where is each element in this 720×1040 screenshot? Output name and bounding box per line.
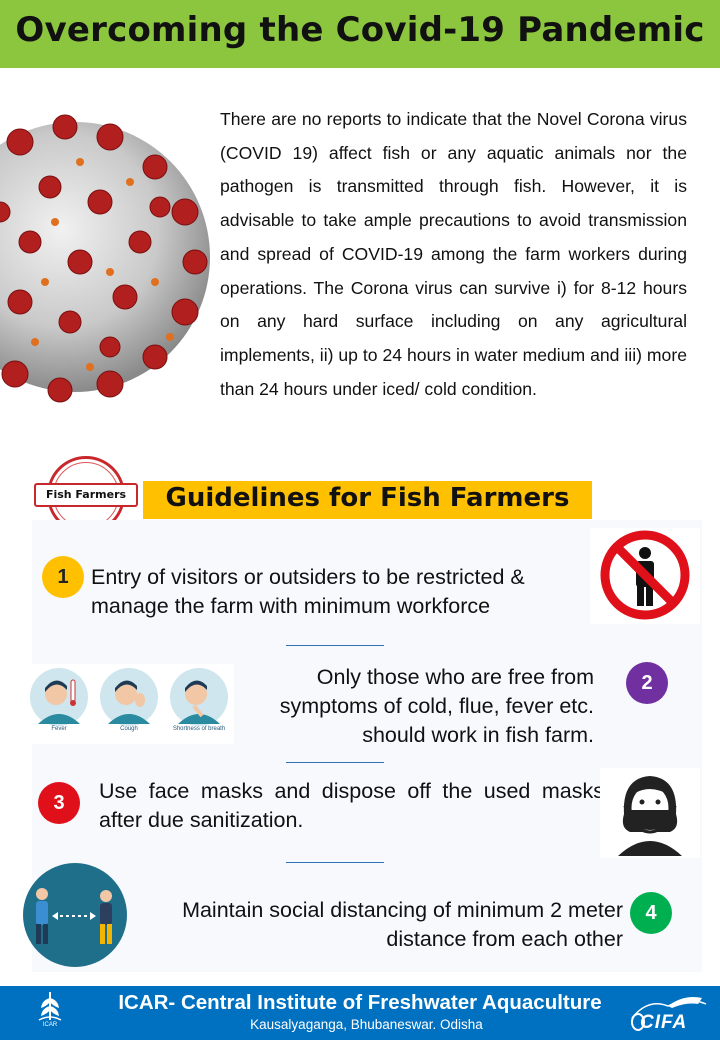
header-bar bbox=[0, 0, 720, 68]
icar-logo-text: ICAR bbox=[42, 1022, 58, 1028]
guideline-number-2: 2 bbox=[626, 662, 668, 704]
no-entry-person-icon bbox=[590, 528, 700, 624]
guideline-text-4: Maintain social distancing of minimum 2 meter distance from each other bbox=[182, 898, 623, 951]
guideline-text-2: Only those who are free from symptoms of cold, flue, fever etc. should work in fish farm. bbox=[279, 665, 594, 747]
footer-subtitle: Kausalyaganga, Bhubaneswar. Odisha bbox=[250, 1017, 483, 1032]
symptoms-illustration bbox=[24, 664, 234, 744]
symptom-label-breath: Shortness of breath bbox=[172, 726, 226, 732]
footer-bar bbox=[0, 986, 720, 1040]
page-title: Overcoming the Covid-19 Pandemic bbox=[15, 10, 705, 50]
face-mask-icon bbox=[600, 768, 700, 858]
cifa-logo-text: CIFA bbox=[640, 1012, 688, 1033]
guideline-text-1: Entry of visitors or outsiders to be restricted & manage the farm with minimum workforce bbox=[91, 565, 525, 618]
social-distance-icon bbox=[22, 862, 128, 968]
divider bbox=[286, 862, 384, 863]
symptom-label-cough: Cough bbox=[120, 726, 138, 732]
footer-title: ICAR- Central Institute of Freshwater Aquaculture bbox=[118, 991, 602, 1014]
divider bbox=[286, 762, 384, 763]
guideline-number-3: 3 bbox=[38, 782, 80, 824]
coronavirus-illustration-icon bbox=[0, 92, 210, 422]
divider bbox=[286, 645, 384, 646]
guidelines-title: Guidelines for Fish Farmers bbox=[165, 483, 570, 513]
guideline-text-3: Use face masks and dispose off the used masks after due sanitization. bbox=[99, 779, 604, 832]
symptom-cough-icon bbox=[98, 666, 160, 728]
symptom-label-fever: Fever bbox=[51, 726, 67, 732]
stamp-label: Fish Farmers bbox=[34, 483, 138, 507]
guidelines-banner bbox=[143, 481, 592, 519]
guideline-number-4: 4 bbox=[630, 892, 672, 934]
symptom-breath-icon bbox=[168, 666, 230, 728]
symptom-fever-icon bbox=[28, 666, 90, 728]
intro-paragraph: There are no reports to indicate that the Novel Corona virus (COVID 19) affect fish or any aquatic animals nor the pathogen is transmitted through fish. However, it is advisable to take ample precautions to avoid transmission and spread of COVID-19 among the farm workers during operations. The Corona virus can survive i) for 8-12 hours on any hard surface including on any agricultural implements, ii) up to 24 hours in water medium and iii) more than 24 hours under iced/ cold condition. bbox=[220, 109, 687, 399]
guideline-number-1: 1 bbox=[42, 556, 84, 598]
